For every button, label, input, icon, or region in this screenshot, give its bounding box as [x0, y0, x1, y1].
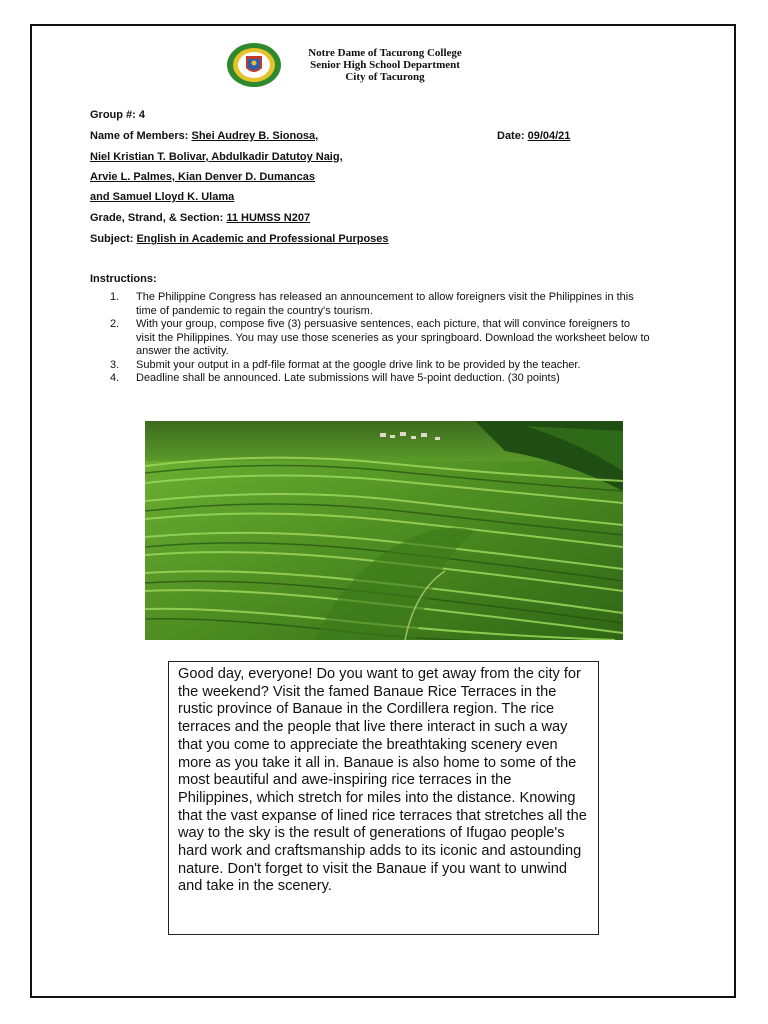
date-label: Date: — [497, 130, 525, 142]
grade-value: 11 HUMSS N207 — [226, 212, 311, 224]
instructions-title: Instructions: — [90, 273, 157, 285]
college-name: Notre Dame of Tacurong College — [308, 47, 462, 59]
rice-terraces-photo — [145, 421, 623, 640]
members-line-2: Niel Kristian T. Bolivar, Abdulkadir Datutoy Naig, — [90, 151, 343, 163]
list-item — [110, 372, 650, 386]
list-item — [110, 318, 650, 359]
date-value: 09/04/21 — [527, 130, 571, 142]
item-number: 2. — [110, 318, 120, 330]
group-label: Group #: — [90, 109, 136, 121]
answer-text-box — [168, 661, 599, 935]
subject-field — [90, 233, 389, 245]
list-item — [110, 291, 650, 318]
members-line-3: Arvie L. Palmes, Kian Denver D. Dumancas — [90, 171, 315, 183]
department-name: Senior High School Department — [310, 59, 460, 71]
members-label: Name of Members: — [90, 130, 189, 142]
item-text: With your group, compose five (3) persuasive sentences, each picture, that will convince foreigners to visit the Philippines. You may use those sceneries as your springboard. Download the worksheet below to answer the activity. — [136, 318, 650, 357]
members-line-4-row — [90, 191, 234, 203]
school-header — [290, 47, 480, 83]
item-number: 4. — [110, 372, 120, 384]
group-value: 4 — [138, 109, 146, 121]
members-field — [90, 130, 318, 142]
subject-value: English in Academic and Professional Purposes — [136, 233, 389, 245]
city-name: City of Tacurong — [345, 71, 425, 83]
list-item — [110, 359, 650, 373]
grade-field — [90, 212, 310, 224]
school-seal-logo — [226, 42, 282, 88]
group-field — [90, 109, 145, 121]
item-text: The Philippine Congress has released an announcement to allow foreigners visit the Philippines in this time of pandemic to regain the country's tourism. — [136, 291, 634, 317]
subject-label: Subject: — [90, 233, 134, 245]
item-text: Submit your output in a pdf-file format at the google drive link to be provided by the teacher. — [136, 358, 581, 371]
item-number: 3. — [110, 358, 120, 371]
answer-text: Good day, everyone! Do you want to get away from the city for the weekend? Visit the famed Banaue Rice Terraces in the rustic province of Banaue in the Cordillera region. The rice terraces and the people that live there interact in such a way that you come to appreciate the breathtaking scenery even more as you take it all in. Banaue is also home to some of the most beautiful and awe-inspiring rice terraces in the Philippines, which stretch for miles into the distance. Knowing that the vast expanse of lined rice terraces that stretches all the way to the sky is the result of generations of Ifugao people's hard work and craftsmanship adds to its iconic and astounding nature. Don't forget to visit the Banaue if you want to unwind and take in the scenery. — [178, 666, 587, 895]
members-line-4: and Samuel Lloyd K. Ulama — [90, 191, 235, 203]
item-text: Deadline shall be announced. Late submissions will have 5-point deduction. (30 points) — [136, 372, 560, 384]
date-field — [497, 130, 570, 142]
instructions-list — [110, 291, 650, 386]
item-number: 1. — [110, 291, 120, 303]
grade-label: Grade, Strand, & Section: — [90, 212, 224, 224]
members-line-2-row — [90, 151, 343, 163]
members-line-1: Shei Audrey B. Sionosa, — [191, 130, 319, 142]
members-line-3-row — [90, 171, 329, 183]
